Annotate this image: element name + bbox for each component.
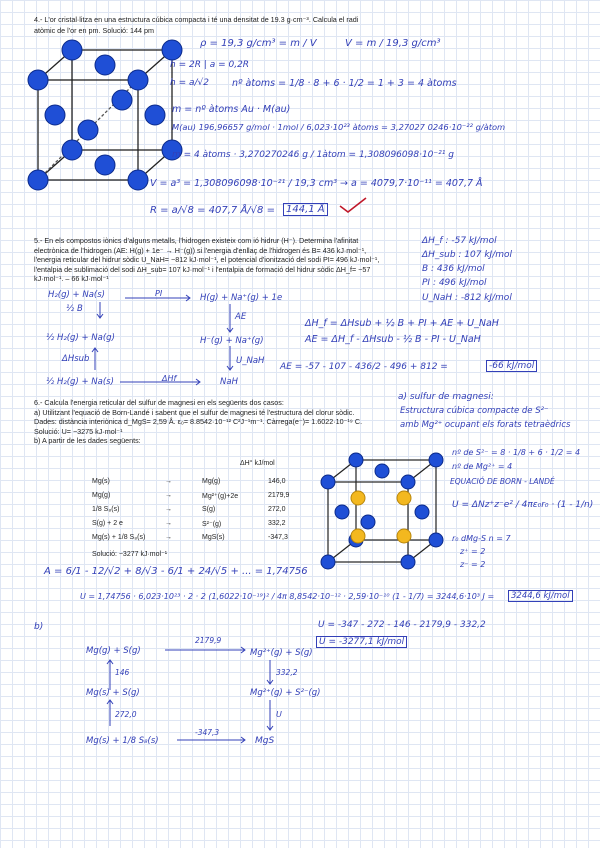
p6-b-eq1: U = -347 - 272 - 146 - 2179,9 - 332,2	[318, 620, 486, 630]
fcc-atom	[95, 155, 115, 175]
p6-bc-u: U	[276, 710, 282, 719]
p6-a-struct1: Estructura cúbica compacte de S²⁻	[400, 406, 549, 416]
p4-statement-line1: 4.- L'or cristal·litza en una estructura cúbica compacta i té una densitat de 19.3 g·cm⁻³. Calcula el radi	[34, 15, 359, 24]
p6-n-s: nº de S²⁻ = 8 · 1/8 + 6 · 1/2 = 4	[452, 448, 581, 457]
p6-solution-b: Solució: −3277 kJ·mol⁻¹	[92, 551, 168, 558]
p6-bc-mid-right: Mg²⁺(g) + S²⁻(g)	[250, 688, 321, 698]
p4-h-eq: h = a/√2	[170, 78, 209, 88]
p6-n-mg: nº de Mg²⁺ = 4	[452, 462, 513, 471]
p4-atoms: nº àtoms = 1/8 · 8 + 6 · 1/2 = 1 + 3 = 4 àtoms	[232, 78, 457, 89]
sulfide-ion	[429, 533, 443, 547]
checkmark-icon	[338, 196, 368, 216]
p4-radius-result: 144,1 Å	[283, 203, 328, 216]
p5-c-half-b: ½ B	[66, 304, 83, 314]
fcc-atom	[62, 140, 82, 160]
p5-c-hminus: H⁻(g) + Na⁺(g)	[200, 336, 264, 346]
fcc-cube-diagram	[20, 40, 190, 220]
magnesium-ion	[351, 529, 365, 543]
sulfide-ion	[375, 464, 389, 478]
p5-c-nah: NaH	[220, 377, 238, 387]
p6-bc-mgs: MgS	[255, 736, 275, 746]
p5-eq3-result: -66 kJ/mol	[486, 360, 537, 372]
p5-line: 5.- En els compostos iònics d'alguns metalls, l'hidrogen existeix com ió hidrur (H⁻). Determina l'afinitat	[34, 236, 359, 245]
p6-statement	[34, 398, 394, 446]
p5-c-pi: PI	[155, 289, 163, 298]
p5-line: electrònica de l'hidrogen (AE: H(g) + 1e⁻ → H⁻(g)) si l'energia d'enllaç de l'hidrogen és B= 436 kJ·mol⁻¹,	[34, 245, 367, 255]
p5-c-h2: ½ H₂(g) + Na(g)	[46, 333, 115, 343]
p5-line: kJ·mol⁻¹. – 66 kJ·mol⁻¹	[34, 274, 109, 284]
p5-eq1: ΔH_f = ΔHsub + ½ B + PI + AE + U_NaH	[305, 318, 499, 329]
fcc-atom	[128, 70, 148, 90]
sulfide-ion	[415, 505, 429, 519]
fcc-atom	[162, 40, 182, 60]
p6-bc-272: 272,0	[115, 710, 137, 719]
fcc-atom	[128, 170, 148, 190]
p5-data1: ΔH_f : -57 kJ/mol	[422, 236, 497, 246]
fcc-atom	[112, 90, 132, 110]
p6-madelung: A = 6/1 - 12/√2 + 8/√3 - 6/1 + 24/√5 + ... = 1,74756	[44, 566, 308, 577]
p6-line: 6.- Calcula l'energia reticular del sulfur de magnesi en els següents dos casos:	[34, 398, 284, 407]
p6-bc-2179: 2179,9	[195, 636, 222, 645]
p6-bc-top: Mg(g) + S(g)	[86, 646, 141, 656]
p6-bc-mid-left: Mg(s) + S(g)	[86, 688, 140, 698]
p6-n-val: r₀ dMg-S n = 7	[452, 534, 511, 543]
p4-radius: R = a/√8 = 407,7 Å/√8 =	[150, 205, 275, 216]
p6-u-formula: U = ΔNz⁺z⁻e² / 4πε₀r₀ · (1 - 1/n)	[452, 500, 594, 510]
fcc-atom	[95, 55, 115, 75]
sulfide-ion	[321, 475, 335, 489]
p5-c-unah: U_NaH	[236, 356, 265, 366]
p6-b-label: b)	[34, 622, 44, 632]
p6-born: EQUACIÓ DE BORN - LANDÉ	[450, 477, 555, 486]
magnesium-ion	[351, 491, 365, 505]
p5-c-ae: AE	[235, 312, 247, 322]
p6-line: Dades: distància interiònica d_MgS= 2,59 Å. ε₀= 8.8542·10⁻¹² C²J⁻¹m⁻¹. Càrrega(e⁻)= 1.6022·10⁻¹⁹ C.	[34, 417, 363, 427]
p6-bc-bottom: Mg(s) + 1/8 S₈(s)	[86, 736, 159, 746]
p6-a-title: a) sulfur de magnesi:	[398, 392, 494, 402]
sulfide-ion	[361, 515, 375, 529]
p4-density: ρ = 19,3 g/cm³ = m / V	[200, 38, 317, 49]
p6-bc-347: -347,3	[195, 728, 220, 737]
fcc-atom	[145, 105, 165, 125]
p4-volume: V = m / 19,3 g/cm³	[345, 38, 441, 49]
p5-c-dhsub: ΔHsub	[62, 354, 90, 364]
fcc-atom	[78, 120, 98, 140]
p6-line: a) Utilitzant l'equació de Born-Landé i sabent que el sulfur de magnesi té l'estructura del clorur sòdic.	[34, 407, 355, 417]
p6-line: Solució: U= −3275 kJ·mol⁻¹	[34, 426, 123, 436]
p6-u-result: 3244,6 kJ/mol	[508, 590, 573, 602]
p5-data3: B : 436 kJ/mol	[422, 264, 485, 274]
p6-line: b) A partir de les dades següents:	[34, 436, 141, 446]
p6-bc-146: 146	[115, 668, 130, 677]
p5-data4: PI : 496 kJ/mol	[422, 278, 487, 288]
p6-z-plus: z⁺ = 2	[460, 547, 486, 556]
p5-line: l'energia reticular del hidrur sòdic U_NaH= −812 kJ·mol⁻¹, el potencial d'ionització del sodi PI= 496 kJ·mol⁻¹,	[34, 255, 380, 265]
p6-u-calc: U = 1,74756 · 6,023·10²³ · 2 · 2 (1,6022·10⁻¹⁹)² / 4π 8,8542·10⁻¹² · 2,59·10⁻¹⁰ (1 - 1/7) = 3244,6·10³ J =	[80, 592, 495, 601]
sulfide-ion	[321, 555, 335, 569]
fcc-atom	[28, 170, 48, 190]
p6-bc-332: 332,2	[276, 668, 298, 677]
p6-b-eq2: U = -3277,1 kJ/mol	[316, 636, 407, 648]
p5-eq2: AE = ΔH_f - ΔHsub - ½ B - PI - U_NaH	[305, 334, 481, 345]
fcc-atom	[62, 40, 82, 60]
p5-c-top: H₂(g) + Na(s)	[48, 290, 105, 300]
fcc-atom	[28, 70, 48, 90]
p6-z-minus: z⁻ = 2	[460, 560, 486, 569]
p6-table-header: ΔH° kJ/mol	[240, 460, 275, 467]
sulfide-ion	[401, 555, 415, 569]
p5-c-bottom: ½ H₂(g) + Na(s)	[46, 377, 114, 387]
p5-eq3: AE = -57 - 107 - 436/2 - 496 + 812 =	[280, 362, 448, 372]
mgs-crystal-diagram	[318, 452, 448, 562]
p6-bc-right-top: Mg²⁺(g) + S(g)	[250, 648, 313, 658]
magnesium-ion	[397, 529, 411, 543]
sulfide-ion	[335, 505, 349, 519]
sulfide-ion	[401, 475, 415, 489]
p4-statement-line2: atòmic de l'or en pm. Solució: 144 pm	[34, 26, 155, 35]
p5-c-dhf: ΔHf	[162, 374, 177, 383]
p4-fcc-h: h = 2R | a = 0,2R	[170, 60, 250, 70]
sulfide-ion	[429, 453, 443, 467]
p5-data2: ΔH_sub : 107 kJ/mol	[422, 250, 512, 260]
p4-mass3: m = 4 àtoms · 3,270270246 g / 1àtom = 1,308096098·10⁻²¹ g	[172, 150, 454, 160]
p4-mass2: M(au) 196,96657 g/mol · 1mol / 6,023·10²³ àtoms = 3,27027 0246·10⁻²² g/àtom	[172, 122, 506, 132]
magnesium-ion	[397, 491, 411, 505]
p6-a-struct2: amb Mg²⁺ ocupant els forats tetraèdrics	[400, 420, 571, 430]
fcc-atom	[45, 105, 65, 125]
p4-vol: V = a³ = 1,308096098·10⁻²¹ / 19,3 cm³ → a = 4079,7·10⁻¹¹ = 407,7 Å	[150, 178, 483, 189]
p5-c-hg: H(g) + Na⁺(g) + 1e	[200, 293, 283, 303]
sulfide-ion	[349, 453, 363, 467]
p4-mass1: m = nº àtoms Au · M(au)	[172, 104, 291, 115]
p5-data5: U_NaH : -812 kJ/mol	[422, 293, 512, 303]
p5-statement	[34, 236, 414, 284]
p5-line: l'entalpia de sublimació del sodi ΔH_sub= 107 kJ·mol⁻¹ i l'entalpia de formació del hidrur sòdic ΔH_f= −57	[34, 264, 371, 274]
